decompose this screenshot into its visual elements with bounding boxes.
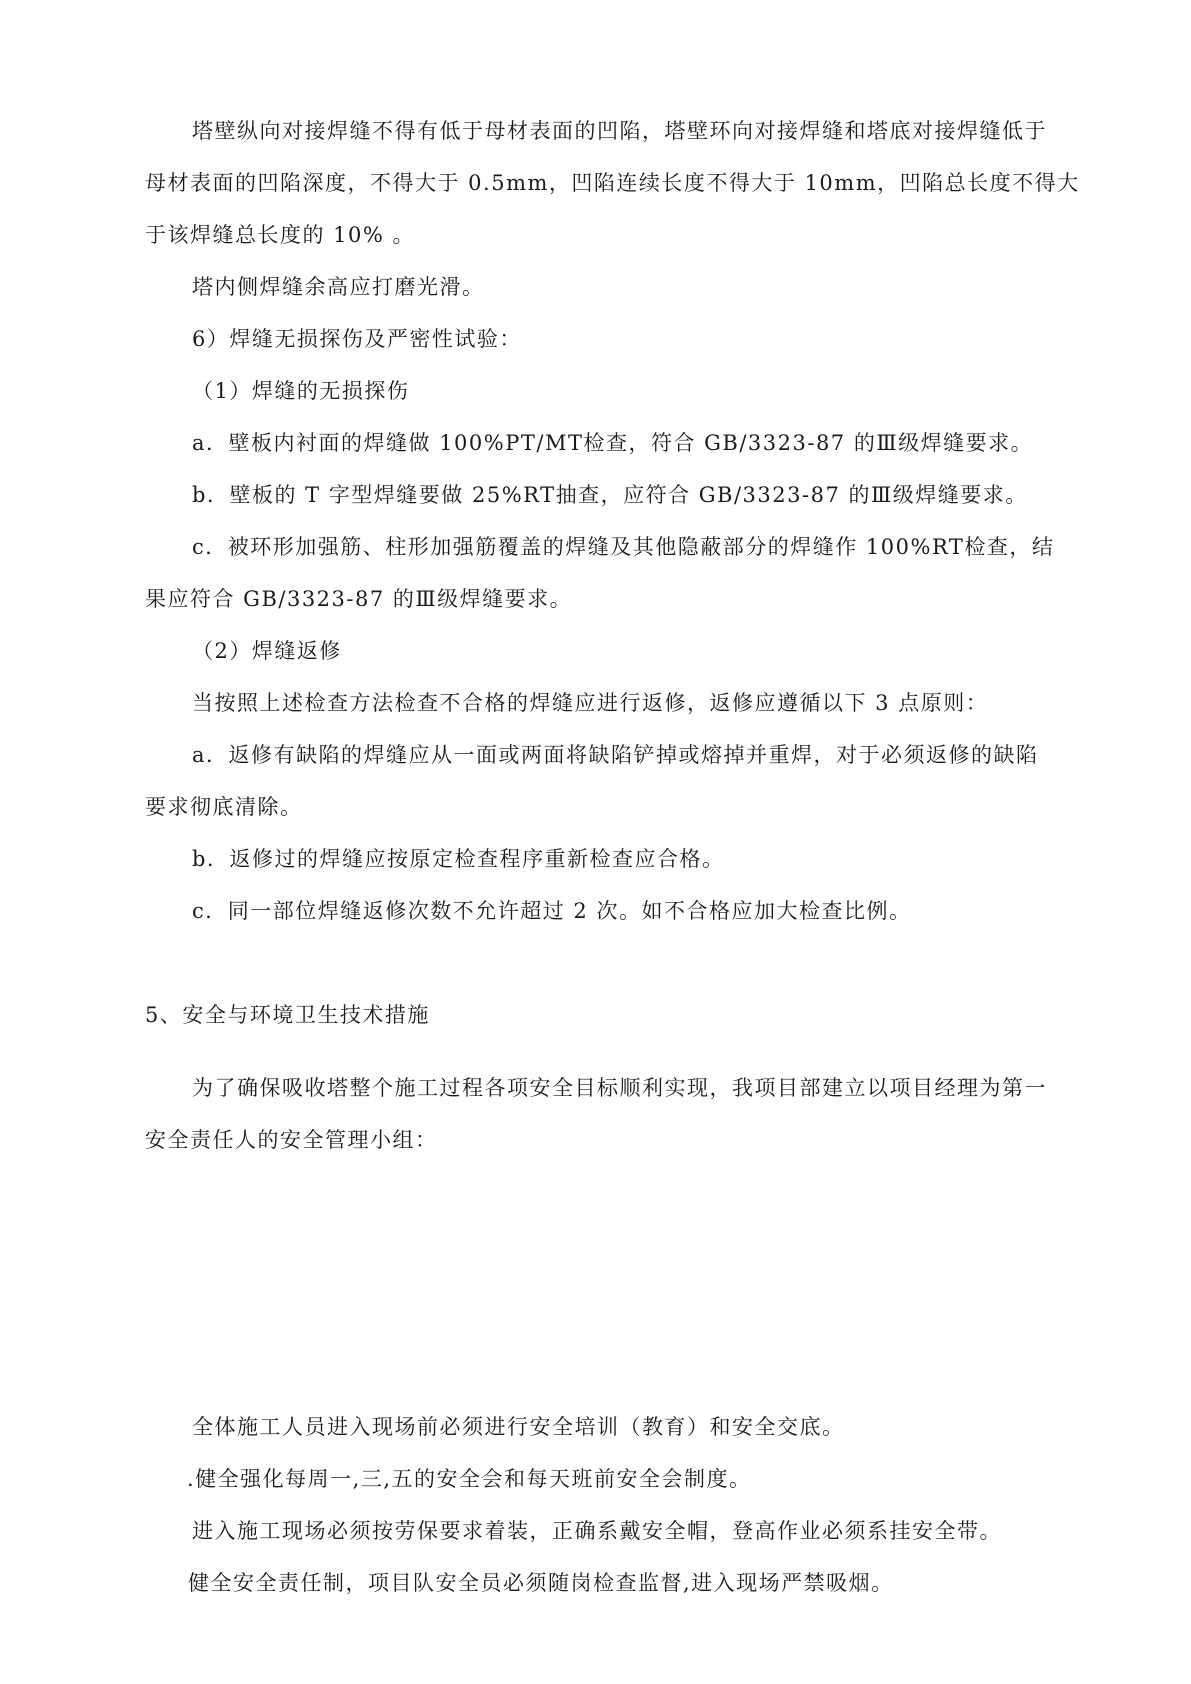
paragraph-depression-line-1: 塔壁纵向对接焊缝不得有低于母材表面的凹陷，塔壁环向对接焊缝和塔底对接焊缝低于 [192, 119, 1047, 143]
repair-item-c: c．同一部位焊缝返修次数不允许超过 2 次。如不合格应加大检查比例。 [192, 899, 912, 923]
heading-ndt: 6）焊缝无损探伤及严密性试验： [192, 327, 522, 351]
section-5-heading: 5、安全与环境卫生技术措施 [145, 1003, 430, 1027]
safety-measure-1: 全体施工人员进入现场前必须进行安全培训（教育）和安全交底。 [192, 1415, 845, 1439]
section-5-intro-line-2: 安全责任人的安全管理小组： [145, 1128, 438, 1152]
sub-heading-repair: （2）焊缝返修 [192, 639, 342, 663]
repair-item-b: b．返修过的焊缝应按原定检查程序重新检查应合格。 [192, 847, 725, 871]
organization-chart-placeholder [145, 1130, 1045, 1360]
repair-item-a-line-2: 要求彻底清除。 [145, 795, 303, 819]
ndt-item-b: b．壁板的 T 字型焊缝要做 25%RT抽查，应符合 GB/3323-87 的Ⅲ级焊缝要求。 [192, 483, 1028, 507]
ndt-item-a: a．壁板内衬面的焊缝做 100%PT/MT检查，符合 GB/3323-87 的Ⅲ级焊缝要求。 [192, 431, 1034, 455]
ndt-item-c-line-1: c．被环形加强筋、柱形加强筋覆盖的焊缝及其他隐蔽部分的焊缝作 100%RT检查，结 [192, 535, 1055, 559]
safety-measure-4: 健全安全责任制，项目队安全员必须随岗检查监督,进入现场严禁吸烟。 [188, 1571, 894, 1595]
section-5-intro-line-1: 为了确保吸收塔整个施工过程各项安全目标顺利实现，我项目部建立以项目经理为第一 [192, 1076, 1047, 1100]
paragraph-inner-grinding: 塔内侧焊缝余高应打磨光滑。 [192, 275, 485, 299]
repair-intro: 当按照上述检查方法检查不合格的焊缝应进行返修，返修应遵循以下 3 点原则： [192, 691, 989, 715]
sub-heading-ndt: （1）焊缝的无损探伤 [192, 379, 410, 403]
paragraph-depression-line-2: 母材表面的凹陷深度，不得大于 0.5mm，凹陷连续长度不得大于 10mm，凹陷总长度不得大 [145, 171, 1080, 195]
repair-item-a-line-1: a．返修有缺陷的焊缝应从一面或两面将缺陷铲掉或熔掉并重焊，对于必须返修的缺陷 [192, 743, 1039, 767]
safety-measure-2: .健全强化每周一,三,五的安全会和每天班前安全会制度。 [187, 1467, 752, 1491]
ndt-item-c-line-2: 果应符合 GB/3323-87 的Ⅲ级焊缝要求。 [145, 587, 573, 611]
safety-measure-3: 进入施工现场必须按劳保要求着装，正确系戴安全帽，登高作业必须系挂安全带。 [192, 1519, 1002, 1543]
paragraph-depression-line-3: 于该焊缝总长度的 10% 。 [145, 223, 416, 247]
